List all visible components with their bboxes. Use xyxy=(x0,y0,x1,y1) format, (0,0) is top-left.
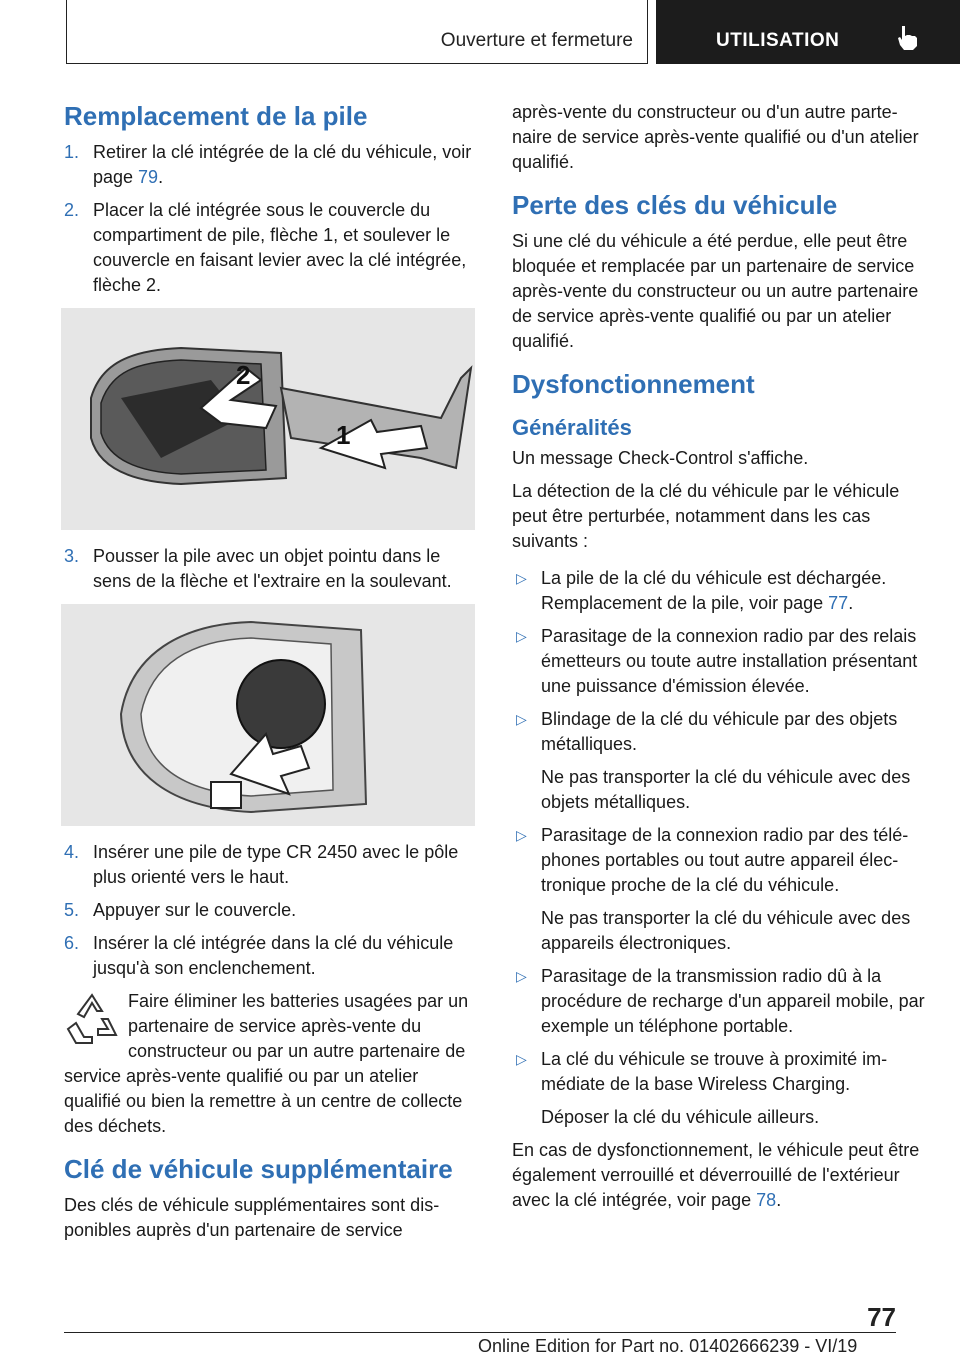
bullet-text: Parasitage de la connexion radio par des téléphones portables ou tout autre appareil électronique proche de la clé du véhicule. xyxy=(541,825,909,895)
heading-battery-replacement: Remplacement de la pile xyxy=(64,101,368,131)
bullet-triangle-icon: ▷ xyxy=(516,827,527,843)
figure-key-lid xyxy=(61,308,475,530)
step-number: 6. xyxy=(64,933,80,953)
step-text: Pousser la pile avec un objet pointu dans le sens de la flèche et l'extraire en la soulevant. xyxy=(93,546,452,591)
bullet-item xyxy=(512,566,926,616)
bullet-triangle-icon: ▷ xyxy=(516,711,527,727)
figure-label-1: 1 xyxy=(336,420,351,450)
page-link[interactable]: 77 xyxy=(828,593,849,613)
step-text: Placer la clé intégrée sous le couvercle du compartiment de pile, flèche 1, et soulever le couvercle en faisant levier avec la clé intégrée, flèche 2. xyxy=(93,200,467,295)
heading-extra-key: Clé de véhicule supplémentaire xyxy=(64,1154,453,1184)
bullet-text: Blindage de la clé du véhicule par des objets métalliques. xyxy=(541,709,898,754)
header-section-box xyxy=(66,0,648,64)
pointing-hand-icon xyxy=(896,24,920,52)
extra-key-text: Des clés de véhicule supplémentaires sont disponibles auprès d'un partenaire de service xyxy=(64,1195,440,1240)
step-number: 5. xyxy=(64,900,80,920)
general-text-2: La détection de la clé du véhicule par le véhicule peut être perturbée, notamment dans les cas suivants : xyxy=(512,481,900,551)
right-column xyxy=(512,100,926,1221)
step-5 xyxy=(64,898,478,923)
bullet-text: La pile de la clé du véhicule est déchargée. Remplacement de la pile, voir page 77. xyxy=(541,568,887,613)
heading-malfunction: Dysfonctionnement xyxy=(512,369,755,399)
bullet-item xyxy=(512,707,926,757)
bullet-item xyxy=(512,624,926,699)
page-link[interactable]: 79 xyxy=(138,167,159,187)
closing-text: En cas de dysfonctionnement, le véhicule peut être également verrouillé et déverrouillé de l'extérieur avec la clé intégrée, voir page 78. xyxy=(512,1140,920,1210)
step-text: Appuyer sur le couvercle. xyxy=(93,900,297,920)
step-2 xyxy=(64,198,478,298)
bullet-text: Parasitage de la connexion radio par des relais émetteurs ou toute autre installation présentant une puissance d'émission élevée. xyxy=(541,626,918,696)
page-number: 77 xyxy=(867,1302,896,1332)
header-chapter-box xyxy=(656,0,960,64)
figure-label-2: 2 xyxy=(236,360,251,390)
step-number: 4. xyxy=(64,842,80,862)
step-4 xyxy=(64,840,478,890)
bullet-triangle-icon: ▷ xyxy=(516,968,527,984)
step-number: 2. xyxy=(64,200,80,220)
bullet-text: Parasitage de la transmission radio dû à la procédure de recharge d'un appareil mobile, par exemple un téléphone portable. xyxy=(541,966,925,1036)
bullet-item xyxy=(512,964,926,1039)
bullet-item xyxy=(512,823,926,898)
bullet-text: La clé du véhicule se trouve à proximité immédiate de la base Wireless Charging. xyxy=(541,1049,888,1094)
bullet-subtext: Ne pas transporter la clé du véhicule avec des objets métalliques. xyxy=(541,767,911,812)
bullet-triangle-icon: ▷ xyxy=(516,570,527,586)
step-text: Insérer la clé intégrée dans la clé du véhicule jusqu'à son enclenchement. xyxy=(93,933,454,978)
step-1 xyxy=(64,140,478,190)
step-text: Retirer la clé intégrée de la clé du véhicule, voir page 79. xyxy=(93,142,472,187)
recycle-icon xyxy=(64,989,120,1049)
note-text: Faire éliminer les batteries usagées par un partenaire de service après-vente du constructeur ou par un autre partenaire de service après-vente qualifié ou par un atelier qualifié ou bien la remettre à un centre de collecte des déchets. xyxy=(64,991,469,1136)
figure-battery-removal xyxy=(61,604,475,826)
key-loss-text: Si une clé du véhicule a été perdue, elle peut être bloquée et remplacée par un partenaire de service après-vente du constructeur ou un autre partenaire de service après-vente qualifié ou par un atelier qualifié. xyxy=(512,231,919,351)
step-6 xyxy=(64,931,478,981)
step-number: 1. xyxy=(64,142,80,162)
bullet-subtext: Ne pas transporter la clé du véhicule avec des appareils électroniques. xyxy=(541,908,911,953)
heading-key-loss: Perte des clés du véhicule xyxy=(512,190,838,220)
step-3 xyxy=(64,544,478,594)
heading-general: Généralités xyxy=(512,415,632,440)
footer-divider xyxy=(64,1332,896,1333)
footer-edition: Online Edition for Part no. 01402666239 - VI/19 xyxy=(478,1336,858,1356)
header-section-title: Ouverture et fermeture xyxy=(440,30,633,51)
bullet-triangle-icon: ▷ xyxy=(516,628,527,644)
left-column xyxy=(64,100,478,1251)
continued-text: après-vente du constructeur ou d'un autre partenaire de service après-vente qualifié ou d'un atelier qualifié. xyxy=(512,102,919,172)
bullet-triangle-icon: ▷ xyxy=(516,1051,527,1067)
general-text-1: Un message Check-Control s'affiche. xyxy=(512,448,809,468)
bullet-item xyxy=(512,1047,926,1097)
recycling-note xyxy=(64,989,478,1139)
header-chapter-title: UTILISATION xyxy=(716,30,840,51)
step-text: Insérer une pile de type CR 2450 avec le pôle plus orienté vers le haut. xyxy=(93,842,459,887)
page-link[interactable]: 78 xyxy=(756,1190,777,1210)
step-number: 3. xyxy=(64,546,80,566)
bullet-subtext: Déposer la clé du véhicule ailleurs. xyxy=(541,1107,820,1127)
